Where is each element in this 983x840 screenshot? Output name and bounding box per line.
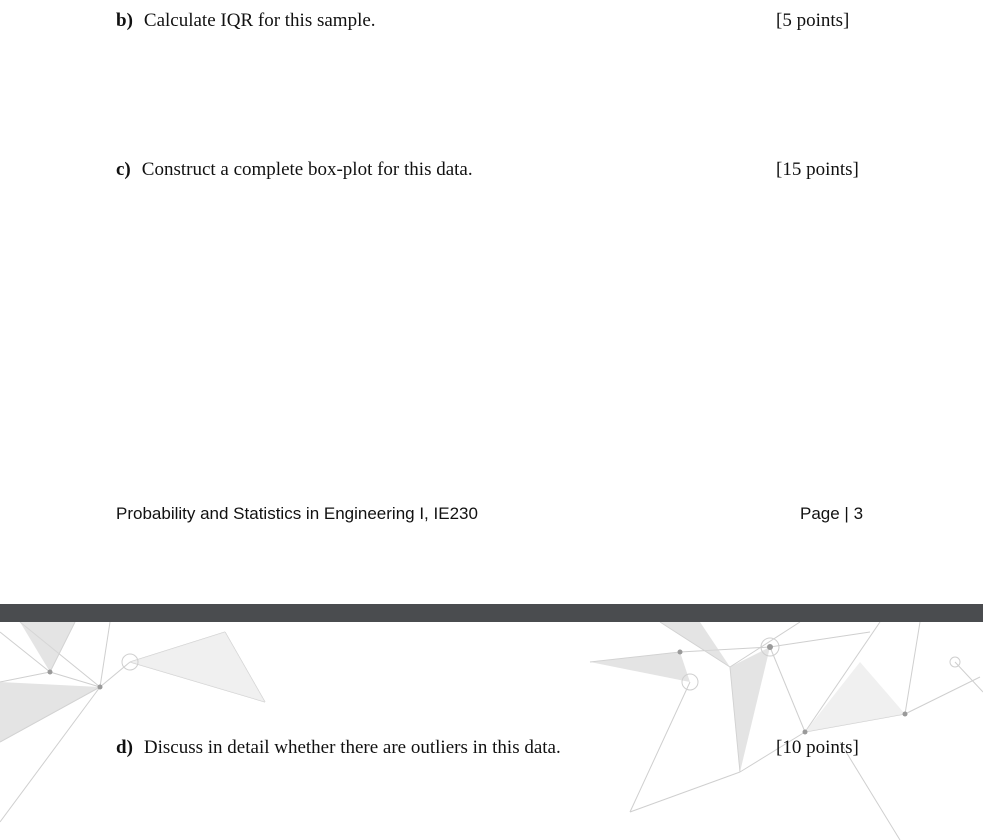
footer-course: Probability and Statistics in Engineering I, IE230 <box>116 504 478 523</box>
question-d <box>116 737 561 759</box>
question-c <box>116 159 473 181</box>
question-d-points: [10 points] <box>776 737 859 758</box>
question-b-points: [5 points] <box>776 10 850 31</box>
network-decoration <box>0 622 983 840</box>
question-d-text: Discuss in detail whether there are outliers in this data. <box>143 737 561 758</box>
question-c-points: [15 points] <box>776 159 859 180</box>
question-b <box>116 10 376 32</box>
document-page-4 <box>0 622 983 840</box>
question-c-label: c) <box>116 159 131 180</box>
question-c-text: Construct a complete box-plot for this data. <box>141 159 473 180</box>
footer-page-number: Page | 3 <box>800 504 864 523</box>
page-separator <box>0 604 983 622</box>
question-b-text: Calculate IQR for this sample. <box>143 10 376 31</box>
question-b-label: b) <box>116 10 133 31</box>
question-d-label: d) <box>116 737 133 758</box>
